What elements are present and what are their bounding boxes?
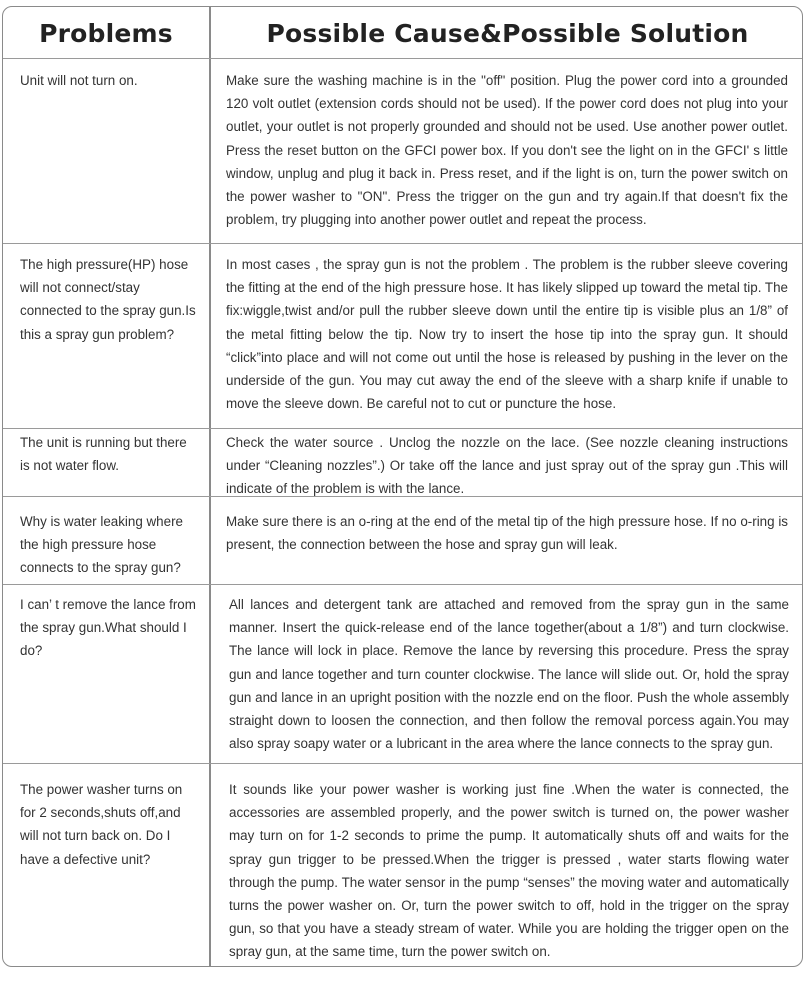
table-row <box>3 429 802 497</box>
table-row <box>3 585 802 764</box>
table-row <box>3 764 802 967</box>
table-row <box>3 497 802 585</box>
table-row <box>3 244 802 429</box>
column-divider <box>209 59 211 243</box>
solution-cell: All lances and detergent tank are attached and removed from the spray gun in the same manner. Insert the quick-release end of the lance together(about a 1/8”) and turn clockwise. The lance will lock in place. Remove the lance by reversing this procedure. Press the spray gun and lance together and turn counter clockwise. The lance will slide out. Or, hold the spray gun and lance in an upright position with the nozzle end on the floor. Push the whole assembly straight down to loosen the connection, and then follow the removal porcess again.You may also spray soapy water or a lubricant in the area where the lance connects to the spray gun. <box>229 597 789 752</box>
table-row <box>3 59 802 244</box>
column-divider <box>209 244 211 428</box>
column-divider <box>209 764 211 967</box>
header-problems: Problems <box>39 18 173 48</box>
header-solutions: Possible Cause&Possible Solution <box>266 18 749 48</box>
solution-cell: In most cases , the spray gun is not the problem . The problem is the rubber sleeve covering the fitting at the end of the high pressure hose. It has likely slipped up toward the metal tip. The fix:wiggle,twist and/or pull the rubber sleeve down until the entire tip is visible plus an 1/8” of the metal fitting below the tip. Now try to insert the hose tip into the spray gun. It should “click”into place and will not come out until the hose is released by pushing in the lever on the underside of the gun. You may cut away the end of the sleeve with a sharp knife if unable to move the sleeve down. Be careful not to cut or puncture the hose. <box>226 257 788 412</box>
solution-cell: Make sure there is an o-ring at the end of the metal tip of the high pressure hose. If no o-ring is present, the connection between the hose and spray gun will leak. <box>226 514 788 553</box>
problem-cell: The high pressure(HP) hose will not connect/stay connected to the spray gun.Is this a spray gun problem? <box>20 257 196 342</box>
problem-cell: The power washer turns on for 2 seconds,shuts off,and will not turn back on. Do I have a defective unit? <box>20 782 183 867</box>
problem-cell: Unit will not turn on. <box>20 73 138 88</box>
problem-cell: The unit is running but there is not water flow. <box>20 435 187 474</box>
table-header-row <box>3 7 802 59</box>
column-divider <box>209 585 211 763</box>
solution-cell: It sounds like your power washer is working just fine .When the water is connected, the accessories are assembled properly, and the power switch is turned on, the power washer may turn on for 1-2 seconds to prime the pump. It automatically shuts off and waits for the spray gun trigger to be pressed.When the trigger is pressed , water starts flowing water through the pump. The water sensor in the pump “senses” the moving water and automatically turns the power washer on. Or, turn the power switch to off, hold in the trigger on the spray gun, so that you have a steady stream of water. While you are holding the trigger open on the spray gun, at the same time, turn the power switch on. <box>229 782 789 960</box>
column-divider <box>209 497 211 584</box>
troubleshooting-table <box>2 6 803 967</box>
solution-cell: Make sure the washing machine is in the "off" position. Plug the power cord into a grounded 120 volt outlet (extension cords should not be used). If the power cord does not plug into your outlet, your outlet is not properly grounded and should not be used. Use another power outlet. Press the reset button on the GFCI power box. If you don't see the light on in the GFCI' s little window, unplug and plug it back in. Press reset, and if the light is on, turn the power switch on the power washer to "ON". Press the trigger on the gun and try again.If that doesn't fix the problem, try plugging into another power outlet and repeat the process. <box>226 73 788 228</box>
problem-cell: I can’ t remove the lance from the spray gun.What should I do? <box>20 597 196 659</box>
column-divider <box>209 429 211 496</box>
problem-cell: Why is water leaking where the high pressure hose connects to the spray gun? <box>20 514 183 576</box>
solution-cell: Check the water source . Unclog the nozzle on the lace. (See nozzle cleaning instructions under “Cleaning nozzles”.) Or take off the lance and just spray out of the spray gun .This will indicate of the problem is with the lance. <box>226 435 788 497</box>
